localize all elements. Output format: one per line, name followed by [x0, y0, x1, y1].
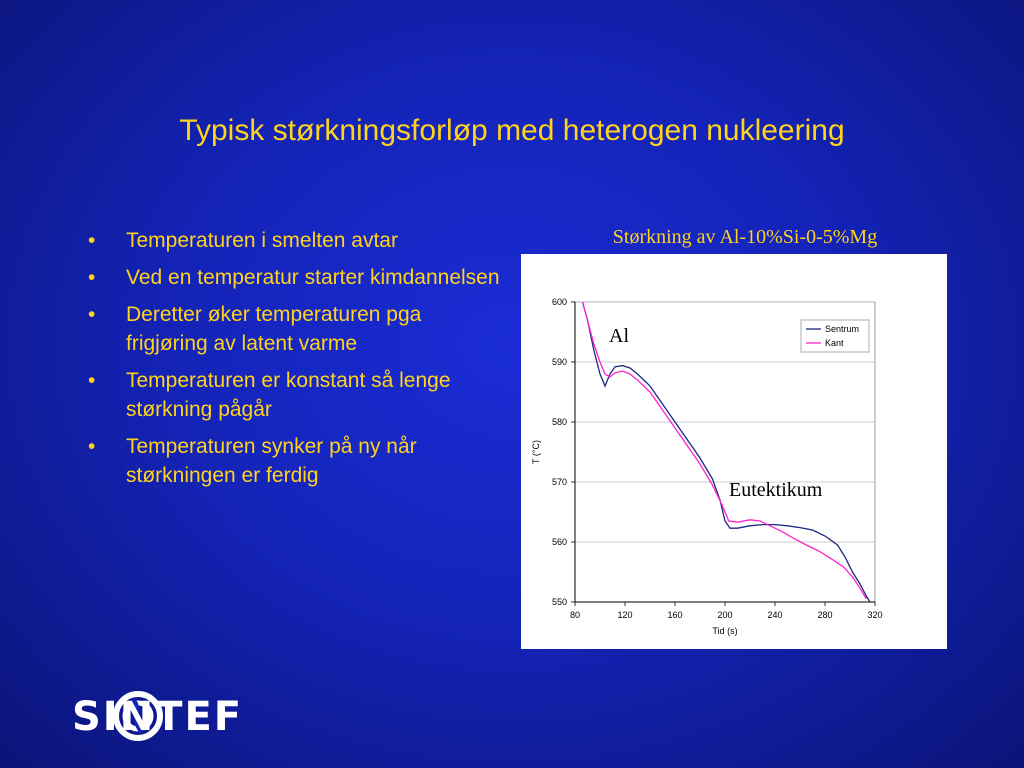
bullet-text: Deretter øker temperaturen pga frigjøring av latent varme	[126, 303, 422, 355]
chart-svg	[521, 254, 947, 649]
chart-title: Størkning av Al-10%Si-0-5%Mg	[612, 226, 878, 248]
x-tick-label: 240	[767, 610, 783, 620]
logo-text: SINTEF	[72, 694, 244, 740]
bullet-item	[82, 226, 502, 255]
bullet-text: Ved en temperatur starter kimdannelsen	[126, 266, 500, 289]
bullet-item	[82, 432, 502, 490]
x-tick-label: 200	[717, 610, 733, 620]
chart-panel	[521, 254, 947, 649]
x-tick-label: 320	[867, 610, 883, 620]
x-tick-label: 280	[817, 610, 833, 620]
bullet-symbol: •	[88, 369, 96, 392]
bullet-item	[82, 263, 502, 292]
bullet-list	[82, 226, 502, 498]
y-tick-label: 570	[551, 477, 567, 487]
y-tick-label: 600	[551, 297, 567, 307]
x-tick-label: 120	[617, 610, 633, 620]
bullet-symbol: •	[88, 303, 96, 326]
legend-label: Sentrum	[825, 324, 860, 334]
y-axis-label: T (°C)	[531, 440, 541, 464]
y-tick-label: 550	[551, 597, 567, 607]
annotation-eutektikum: Eutektikum	[729, 479, 823, 501]
bullet-symbol: •	[88, 266, 96, 289]
bullet-item	[82, 300, 502, 358]
bullet-text: Temperaturen er konstant så lenge størkning pågår	[126, 369, 451, 421]
x-tick-label: 160	[667, 610, 683, 620]
bullet-text: Temperaturen synker på ny når størkningen er ferdig	[126, 435, 417, 487]
y-tick-label: 560	[551, 537, 567, 547]
page-title: Typisk størkningsforløp med heterogen nukleering	[179, 114, 845, 147]
y-tick-label: 580	[551, 417, 567, 427]
legend-label: Kant	[825, 338, 844, 348]
bullet-symbol: •	[88, 229, 96, 252]
x-axis-label: Tid (s)	[712, 626, 738, 636]
annotation-al: Al	[609, 325, 629, 347]
bullet-item	[82, 366, 502, 424]
x-tick-label: 80	[569, 610, 581, 620]
bullet-symbol: •	[88, 435, 96, 458]
bullet-text: Temperaturen i smelten avtar	[126, 229, 398, 252]
y-tick-label: 590	[551, 357, 567, 367]
